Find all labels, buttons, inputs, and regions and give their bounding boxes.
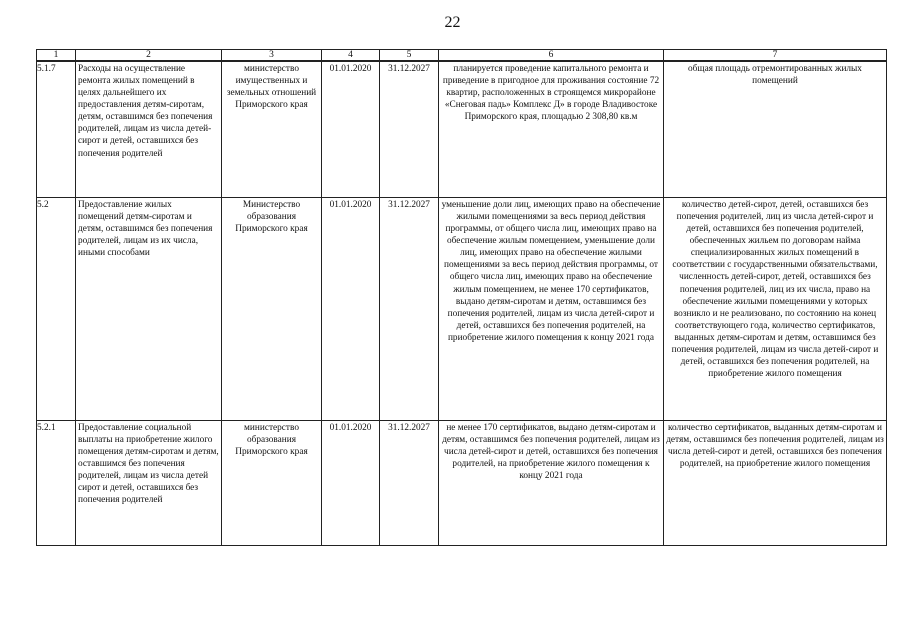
start-date: 01.01.2020 [322, 421, 380, 546]
end-date: 31.12.2027 [380, 61, 439, 198]
column-header: 2 [76, 50, 222, 62]
measure-name: Расходы на осуществление ремонта жилых помещений в целях дальнейшего их предоставления детям-сиротам, детям, оставшимся без попечения родителей, лицам из числа детей-сирот и детей, оставшихся без попечения родителей [76, 61, 222, 198]
measure-name: Предоставление социальной выплаты на приобретение жилого помещения детям-сиротам и детям, оставшимся без попечения родителей, лицам из числа детей сирот и детей, оставшихся без попечения родителей [76, 421, 222, 546]
column-header: 5 [380, 50, 439, 62]
start-date: 01.01.2020 [322, 198, 380, 421]
program-table [36, 49, 887, 546]
expected-result: уменьшение доли лиц, имеющих право на обеспечение жилыми помещениями за весь период действия программы, от общего числа лиц, имеющих право на обеспечение жилым помещением, уменьшение доли лиц, имеющих право на обеспечение жилыми помещениями за весь период действия программы, от общего числа лиц, имеющих право на обеспечение жилым помещением, не менее 170 сертификатов, выдано детям-сиротам и детям, оставшимся без попечения родителей, лицам из числа детей-сирот и детей, оставшихся без попечения родителей, на приобретение жилого помещения к концу 2021 года [439, 198, 664, 421]
column-header: 1 [37, 50, 76, 62]
responsible-executor: министерство образования Приморского края [222, 421, 322, 546]
column-header: 3 [222, 50, 322, 62]
row-number: 5.2.1 [37, 421, 76, 546]
row-number: 5.2 [37, 198, 76, 421]
column-header: 7 [664, 50, 887, 62]
table-row [37, 421, 887, 546]
start-date: 01.01.2020 [322, 61, 380, 198]
end-date: 31.12.2027 [380, 421, 439, 546]
indicator: количество сертификатов, выданных детям-сиротам и детям, оставшимся без попечения родителей, лицам из числа детей-сирот и детей, оставшихся без попечения родителей, на приобретение жилого помещения [664, 421, 887, 546]
column-header: 6 [439, 50, 664, 62]
measure-name: Предоставление жилых помещений детям-сиротам и детям, оставшимся без попечения родителей, лицам из их числа, иными способами [76, 198, 222, 421]
responsible-executor: Министерство образования Приморского края [222, 198, 322, 421]
indicator: общая площадь отремонтированных жилых помещений [664, 61, 887, 198]
table-row [37, 198, 887, 421]
row-number: 5.1.7 [37, 61, 76, 198]
responsible-executor: министерство имущественных и земельных отношений Приморского края [222, 61, 322, 198]
column-header: 4 [322, 50, 380, 62]
page-number: 22 [444, 14, 461, 31]
end-date: 31.12.2027 [380, 198, 439, 421]
expected-result: не менее 170 сертификатов, выдано детям-сиротам и детям, оставшимся без попечения родителей, лицам из числа детей-сирот и детей, оставшихся без попечения родителей, на приобретение жилого помещения к концу 2021 года [439, 421, 664, 546]
expected-result: планируется проведение капитального ремонта и приведение в пригодное для проживания состояние 72 квартир, расположенных в строящемся микрорайоне «Снеговая падь» Комплекс Д» в городе Владивостоке Приморского края, площадью 2 308,80 кв.м [439, 61, 664, 198]
header-row [37, 50, 887, 62]
indicator: количество детей-сирот, детей, оставшихся без попечения родителей, лиц из числа детей-сирот и детей, оставшихся без попечения родителей, обеспеченных жильем по договорам найма специализированных жилых помещений в соответствии с государственными обязательствами, численность детей-сирот, детей, оставшихся без попечения родителей, лиц из их числа, право на обеспечение жилыми помещениями у которых возникло и не реализовано, по состоянию на конец соответствующего года, количество сертификатов, выданных детям-сиротам и детям, оставшимся без попечения родителей, лицам из числа детей-сирот и детей, оставшихся без попечения родителей, на приобретение жилого помещения [664, 198, 887, 421]
table-row [37, 61, 887, 198]
